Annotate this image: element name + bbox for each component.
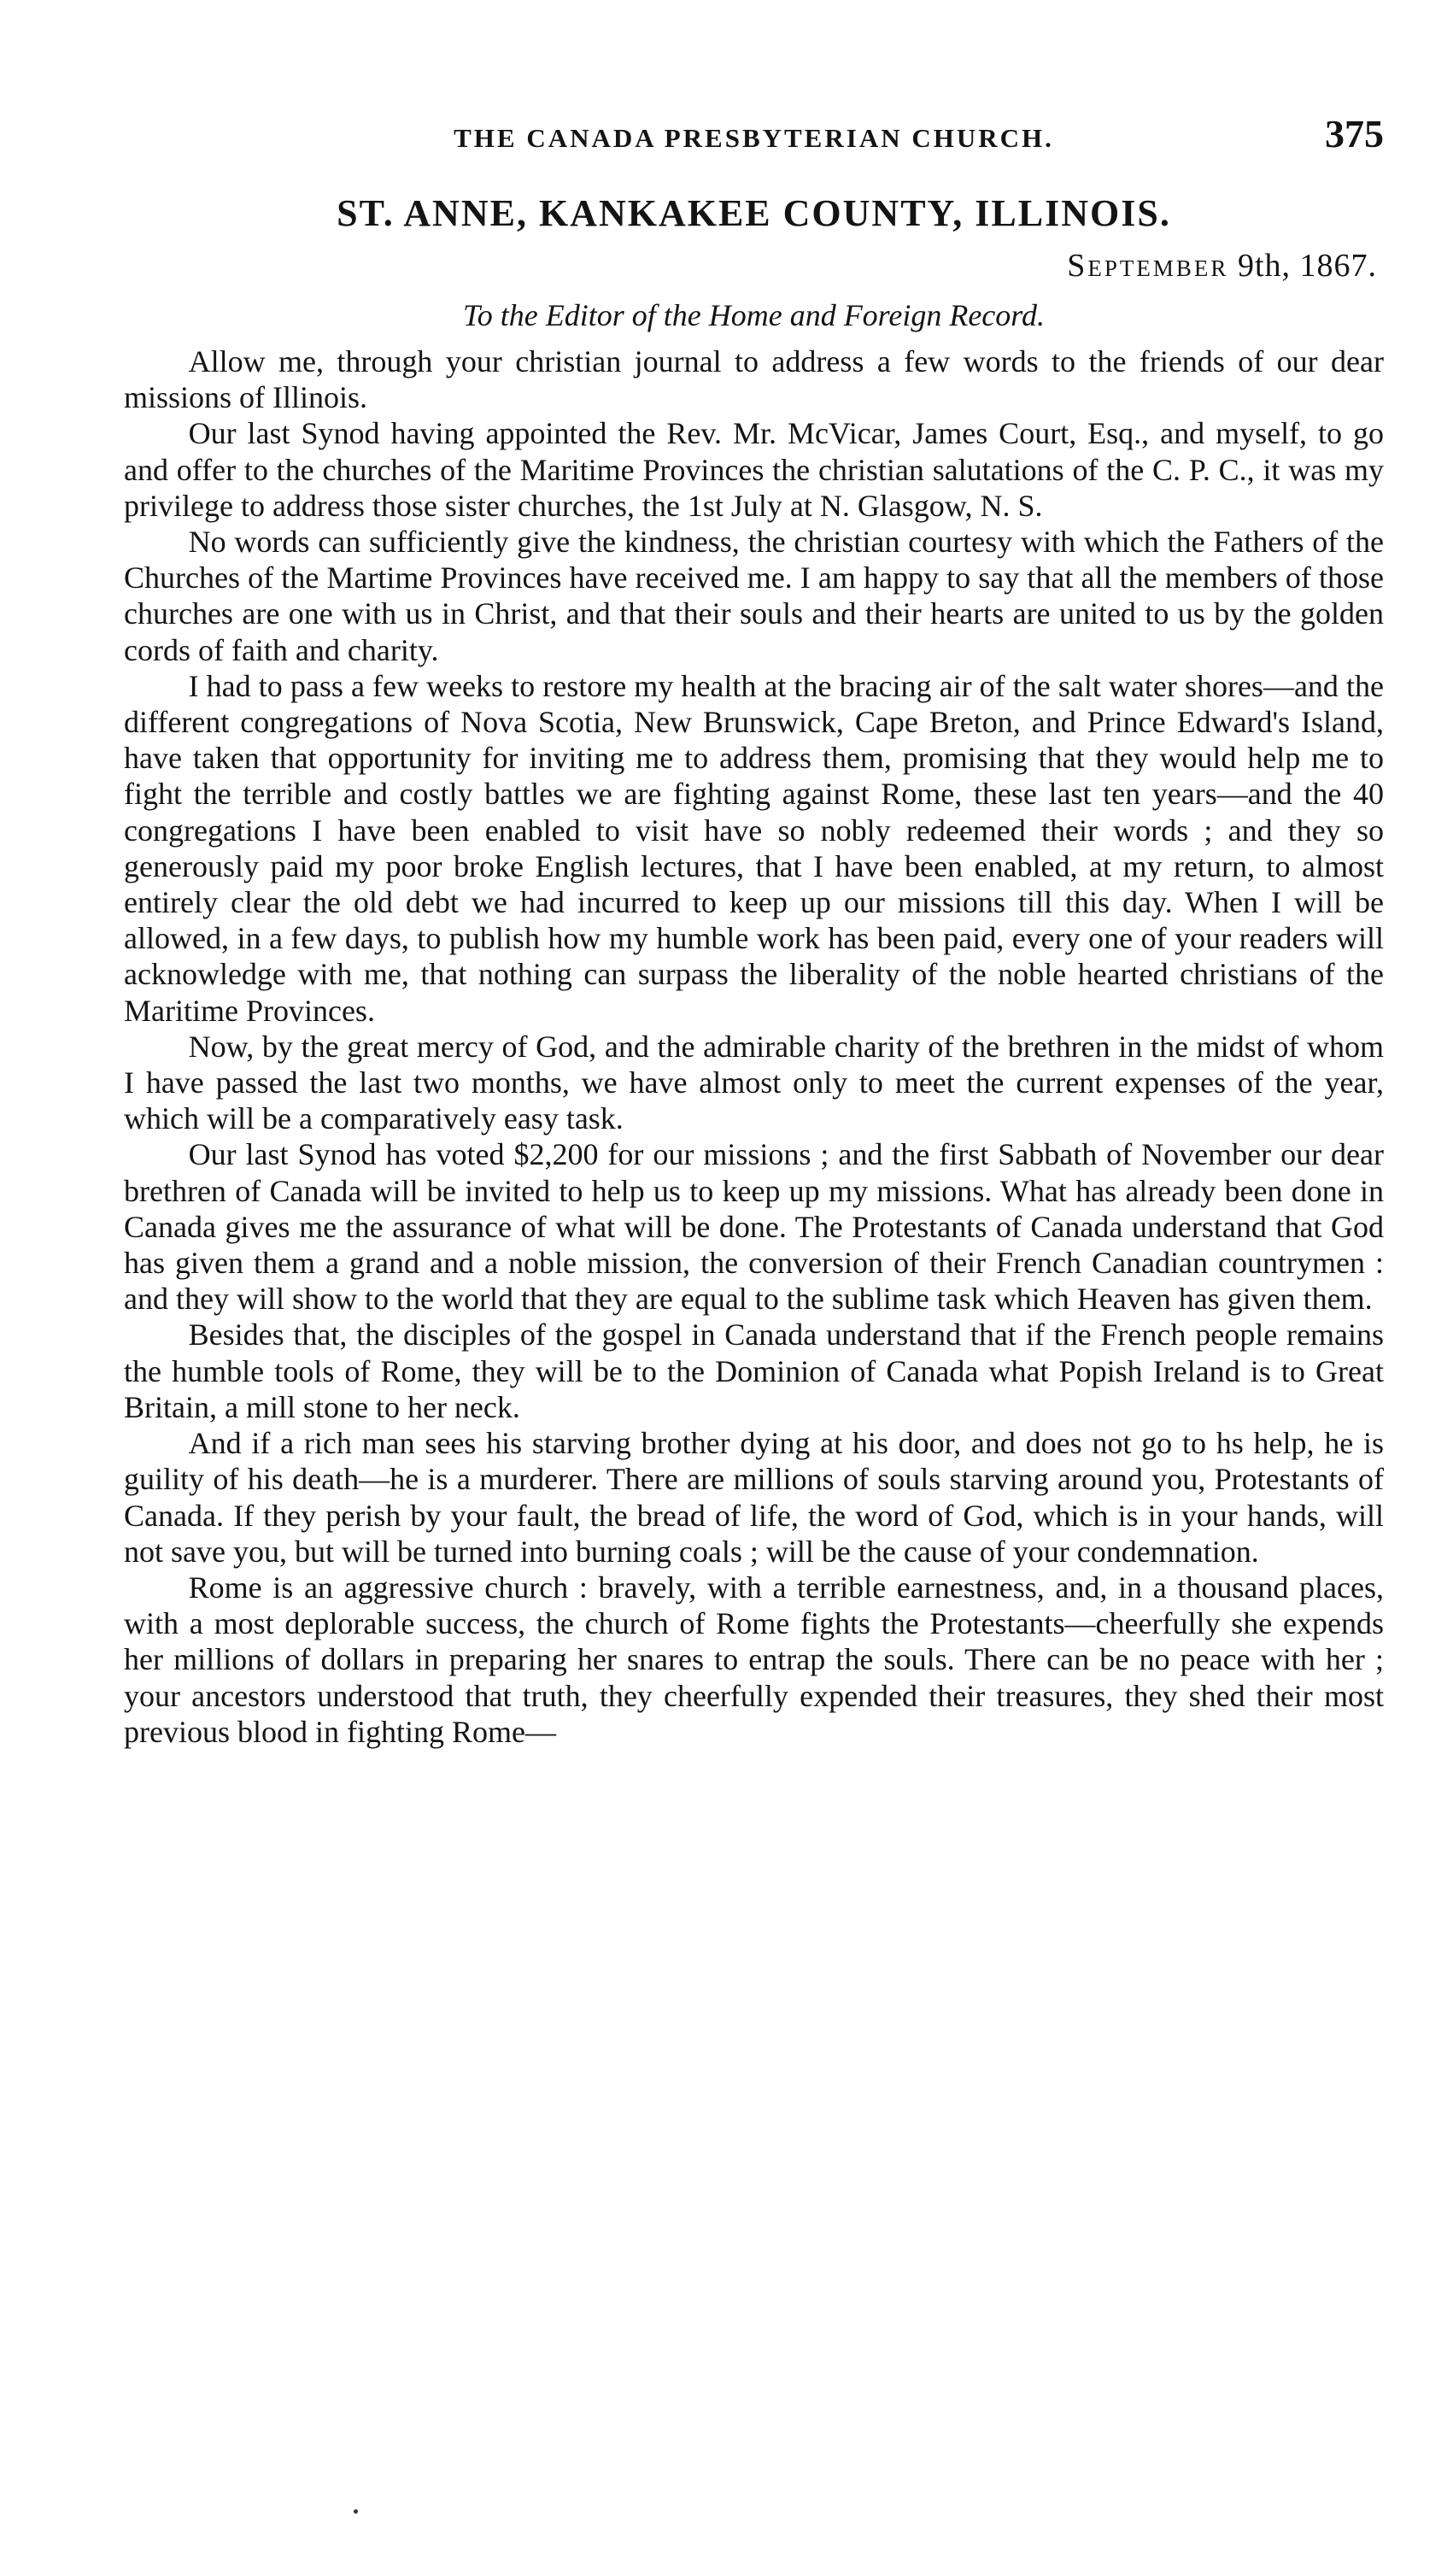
running-title: THE CANADA PRESBYTERIAN CHURCH. (454, 123, 1054, 153)
paragraph: Now, by the great mercy of God, and the admirable charity of the brethren in the midst of whom I have passed the last two months, we have almost only to meet the current expenses of the year, which will be a comparatively easy task. (124, 1029, 1384, 1136)
paragraph: I had to pass a few weeks to restore my health at the bracing air of the salt water shores—and the different congregations of Nova Scotia, New Brunswick, Cape Breton, and Prince Edward's Island, have taken that opportunity for inviting me to address them, promising that they would help me to fight the terrible and costly battles we are fighting against Rome, these last ten years—and the 40 congregations I have been enabled to visit have so nobly redeemed their words ; and they so generously paid my poor broke English lectures, that I have been enabled, at my return, to almost entirely clear the old debt we had incurred to keep up our missions till this day. When I will be allowed, in a few days, to publish how my humble work has been paid, every one of your readers will acknowledge with me, that nothing can surpass the liberality of the noble hearted christians of the Maritime Provinces. (124, 668, 1384, 1028)
paragraph: Rome is an aggressive church : bravely, with a terrible earnestness, and, in a thousand places, with a most deplorable success, the church of Rome fights the Protestants—cheerfully she expends her millions of dollars in preparing her snares to entrap the souls. There can be no peace with her ; your ancestors understood that truth, they cheerfully expended their treasures, they shed their most previous blood in fighting Rome— (124, 1570, 1384, 1749)
running-head (124, 111, 1384, 171)
dateline-month: September (1067, 248, 1229, 284)
paragraph: Allow me, through your christian journal to address a few words to the friends of our dear missions of Illinois. (124, 344, 1384, 415)
paragraph: Our last Synod having appointed the Rev. Mr. McVicar, James Court, Esq., and myself, to go and offer to the churches of the Maritime Provinces the christian salutations of the C. P. C., it was my privilege to address those sister churches, the 1st July at N. Glasgow, N. S. (124, 416, 1384, 523)
paragraph: No words can sufficiently give the kindness, the christian courtesy with which the Fathers of the Churches of the Martime Provinces have received me. I am happy to say that all the members of those churches are one with us in Christ, and that their souls and their hearts are united to us by the golden cords of faith and charity. (124, 525, 1384, 667)
ink-speck (354, 2509, 358, 2514)
salutation: To the Editor of the Home and Foreign Record. (463, 298, 1045, 332)
page-number: 375 (1325, 112, 1384, 155)
paragraph: Besides that, the disciples of the gospel in Canada understand that if the French people remains the humble tools of Rome, they will be to the Dominion of Canada what Popish Ireland is to Great Britain, a mill stone to her neck. (124, 1317, 1384, 1424)
paragraph: And if a rich man sees his starving brother dying at his door, and does not go to hs help, he is guility of his death—he is a murderer. There are millions of souls starving around you, Protestants of Canada. If they perish by your fault, the bread of life, the word of God, which is in your hands, will not save you, but will be turned into burning coals ; will be the cause of your condemnation. (124, 1426, 1384, 1569)
dateline-day-year: 9th, 1867. (1228, 248, 1377, 284)
article-title: ST. ANNE, KANKAKEE COUNTY, ILLINOIS. (337, 192, 1171, 234)
article-body (124, 343, 1384, 1750)
journal-page (124, 111, 1384, 1750)
paragraph: Our last Synod has voted $2,200 for our missions ; and the first Sabbath of November our dear brethren of Canada will be invited to help us to keep up my missions. What has already been done in Canada gives me the assurance of what will be done. The Protestants of Canada understand that God has given them a grand and a noble mission, the conversion of their French Canadian countrymen : and they will show to the world that they are equal to the sublime task which Heaven has given them. (124, 1137, 1384, 1317)
dateline (124, 241, 1377, 290)
